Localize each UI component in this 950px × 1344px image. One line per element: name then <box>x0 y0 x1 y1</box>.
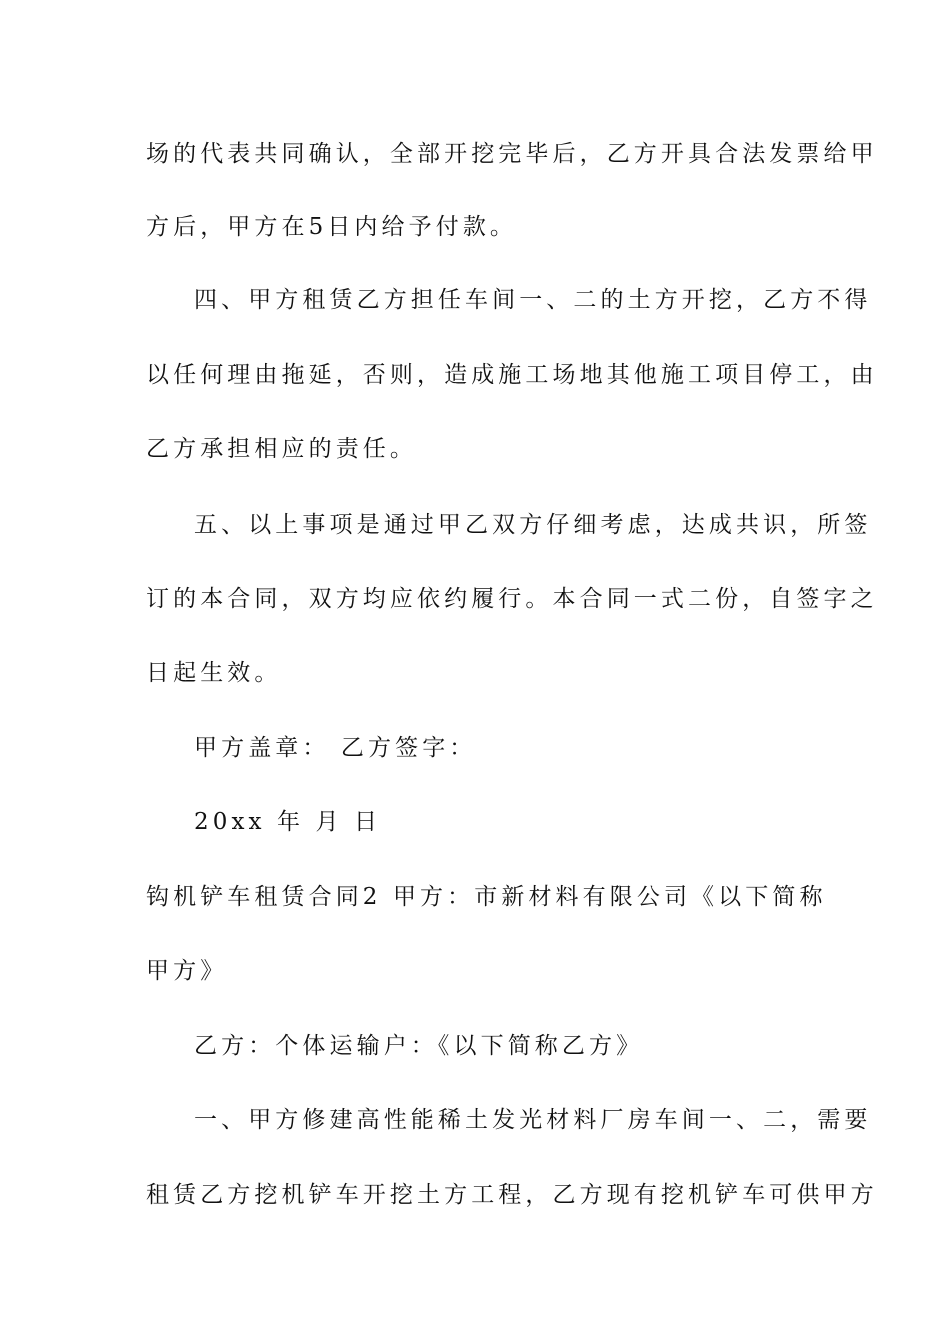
paragraph-line: 甲方》 <box>146 958 228 984</box>
paragraph-line: 四、甲方租赁乙方担任车间一、二的土方开挖，乙方不得 <box>194 287 872 313</box>
paragraph-line: 方后，甲方在5日内给予付款。 <box>146 214 518 240</box>
paragraph-line: 以任何理由拖延，否则，造成施工场地其他施工项目停工，由 <box>146 362 878 388</box>
paragraph-line: 日起生效。 <box>146 660 282 686</box>
date-line: 20xx 年 月 日 <box>194 809 382 835</box>
paragraph-line: 五、以上事项是通过甲乙双方仔细考虑，达成共识，所签 <box>194 512 872 538</box>
paragraph-line: 场的代表共同确认，全部开挖完毕后，乙方开具合法发票给甲 <box>146 141 878 167</box>
paragraph-line: 订的本合同，双方均应依约履行。本合同一式二份，自签字之 <box>146 586 878 612</box>
paragraph-line: 租赁乙方挖机铲车开挖土方工程，乙方现有挖机铲车可供甲方 <box>146 1182 878 1208</box>
party-b-line: 乙方：个体运输户：《以下简称乙方》 <box>194 1033 644 1059</box>
signature-labels: 甲方盖章： 乙方签字： <box>194 735 477 761</box>
paragraph-line: 乙方承担相应的责任。 <box>146 436 417 462</box>
contract-title-line: 钩机铲车租赁合同2 甲方：市新材料有限公司《以下简称 <box>146 884 827 910</box>
paragraph-line: 一、甲方修建高性能稀土发光材料厂房车间一、二，需要 <box>194 1107 872 1133</box>
